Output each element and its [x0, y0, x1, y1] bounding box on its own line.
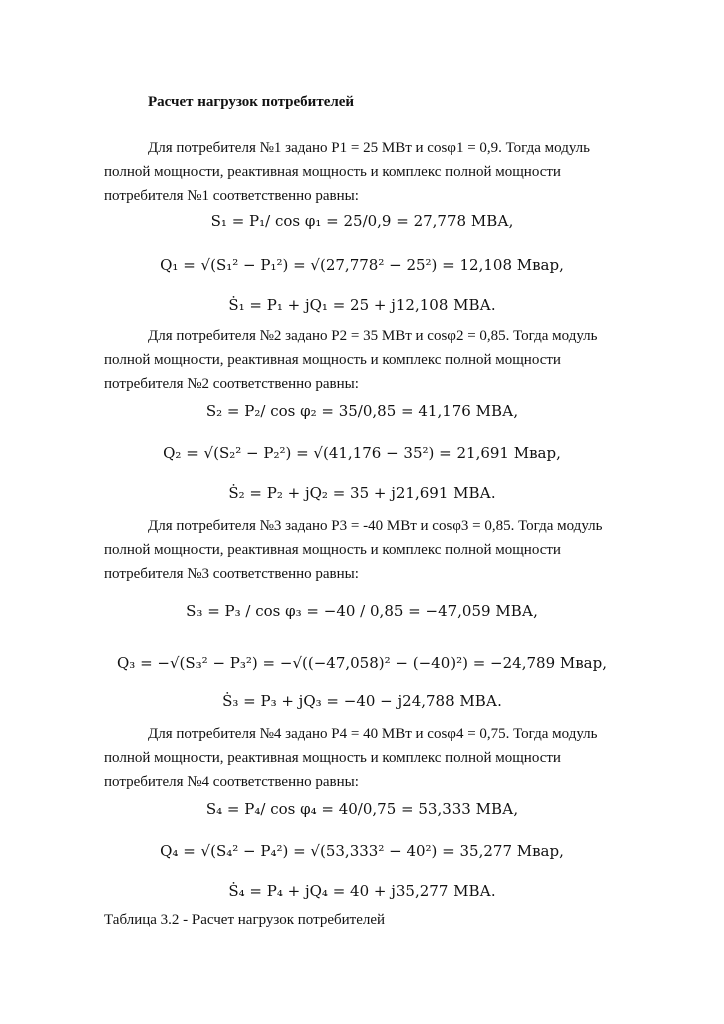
consumer-2-eq-complex-power: Ṡ₂ = P₂ + jQ₂ = 35 + j21,691 МВА.	[228, 484, 496, 502]
consumer-2-eq-reactive-power: Q₂ = √(S₂² − P₂²) = √(41,176 − 35²) = 21,691 Мвар,	[163, 444, 561, 462]
consumer-3-eq-apparent-power: S₃ = P₃ / cos φ₃ = −40 / 0,85 = −47,059 МВА,	[186, 602, 538, 620]
consumer-3-intro-line-3: потребителя №3 соответственно равны:	[104, 566, 359, 582]
consumer-1-intro-line-3: потребителя №1 соответственно равны:	[104, 188, 359, 204]
consumer-4-intro-line-1: Для потребителя №4 задано P4 = 40 МВт и cosφ4 = 0,75. Тогда модуль	[148, 726, 598, 742]
consumer-4-eq-complex-power: Ṡ₄ = P₄ + jQ₄ = 40 + j35,277 МВА.	[228, 882, 496, 900]
consumer-3-eq-reactive-power: Q₃ = −√(S₃² − P₃²) = −√((−47,058)² − (−40)²) = −24,789 Мвар,	[117, 654, 607, 672]
consumer-4-intro-line-3: потребителя №4 соответственно равны:	[104, 774, 359, 790]
table-caption: Таблица 3.2 - Расчет нагрузок потребителей	[104, 912, 386, 928]
consumer-2-intro-line-2: полной мощности, реактивная мощность и комплекс полной мощности	[104, 352, 561, 368]
consumer-1-eq-apparent-power: S₁ = P₁/ cos φ₁ = 25/0,9 = 27,778 МВА,	[210, 212, 514, 230]
consumer-1-intro-line-1: Для потребителя №1 задано P1 = 25 МВт и cosφ1 = 0,9. Тогда модуль	[148, 140, 590, 156]
consumer-4-intro	[104, 722, 690, 794]
consumer-3-intro-line-1: Для потребителя №3 задано P3 = -40 МВт и cosφ3 = 0,85. Тогда модуль	[148, 518, 603, 534]
consumer-2-intro-line-3: потребителя №2 соответственно равны:	[104, 376, 359, 392]
consumer-4-intro-line-2: полной мощности, реактивная мощность и комплекс полной мощности	[104, 750, 561, 766]
section-heading: Расчет нагрузок потребителей	[148, 94, 355, 110]
consumer-2-intro	[104, 324, 690, 396]
consumer-1-intro-line-2: полной мощности, реактивная мощность и комплекс полной мощности	[104, 164, 561, 180]
consumer-2-intro-line-1: Для потребителя №2 задано P2 = 35 МВт и cosφ2 = 0,85. Тогда модуль	[148, 328, 598, 344]
consumer-3-eq-complex-power: Ṡ₃ = P₃ + jQ₃ = −40 − j24,788 МВА.	[222, 692, 502, 710]
consumer-4-eq-apparent-power: S₄ = P₄/ cos φ₄ = 40/0,75 = 53,333 МВА,	[205, 800, 519, 818]
consumer-4-eq-reactive-power: Q₄ = √(S₄² − P₄²) = √(53,333² − 40²) = 35,277 Мвар,	[160, 842, 564, 860]
consumer-1-eq-complex-power: Ṡ₁ = P₁ + jQ₁ = 25 + j12,108 МВА.	[228, 296, 496, 314]
consumer-3-intro-line-2: полной мощности, реактивная мощность и комплекс полной мощности	[104, 542, 561, 558]
consumer-3-intro	[104, 514, 690, 586]
consumer-1-eq-reactive-power: Q₁ = √(S₁² − P₁²) = √(27,778² − 25²) = 12,108 Мвар,	[160, 256, 564, 274]
consumer-2-eq-apparent-power: S₂ = P₂/ cos φ₂ = 35/0,85 = 41,176 МВА,	[205, 402, 519, 420]
consumer-1-intro	[104, 136, 690, 208]
